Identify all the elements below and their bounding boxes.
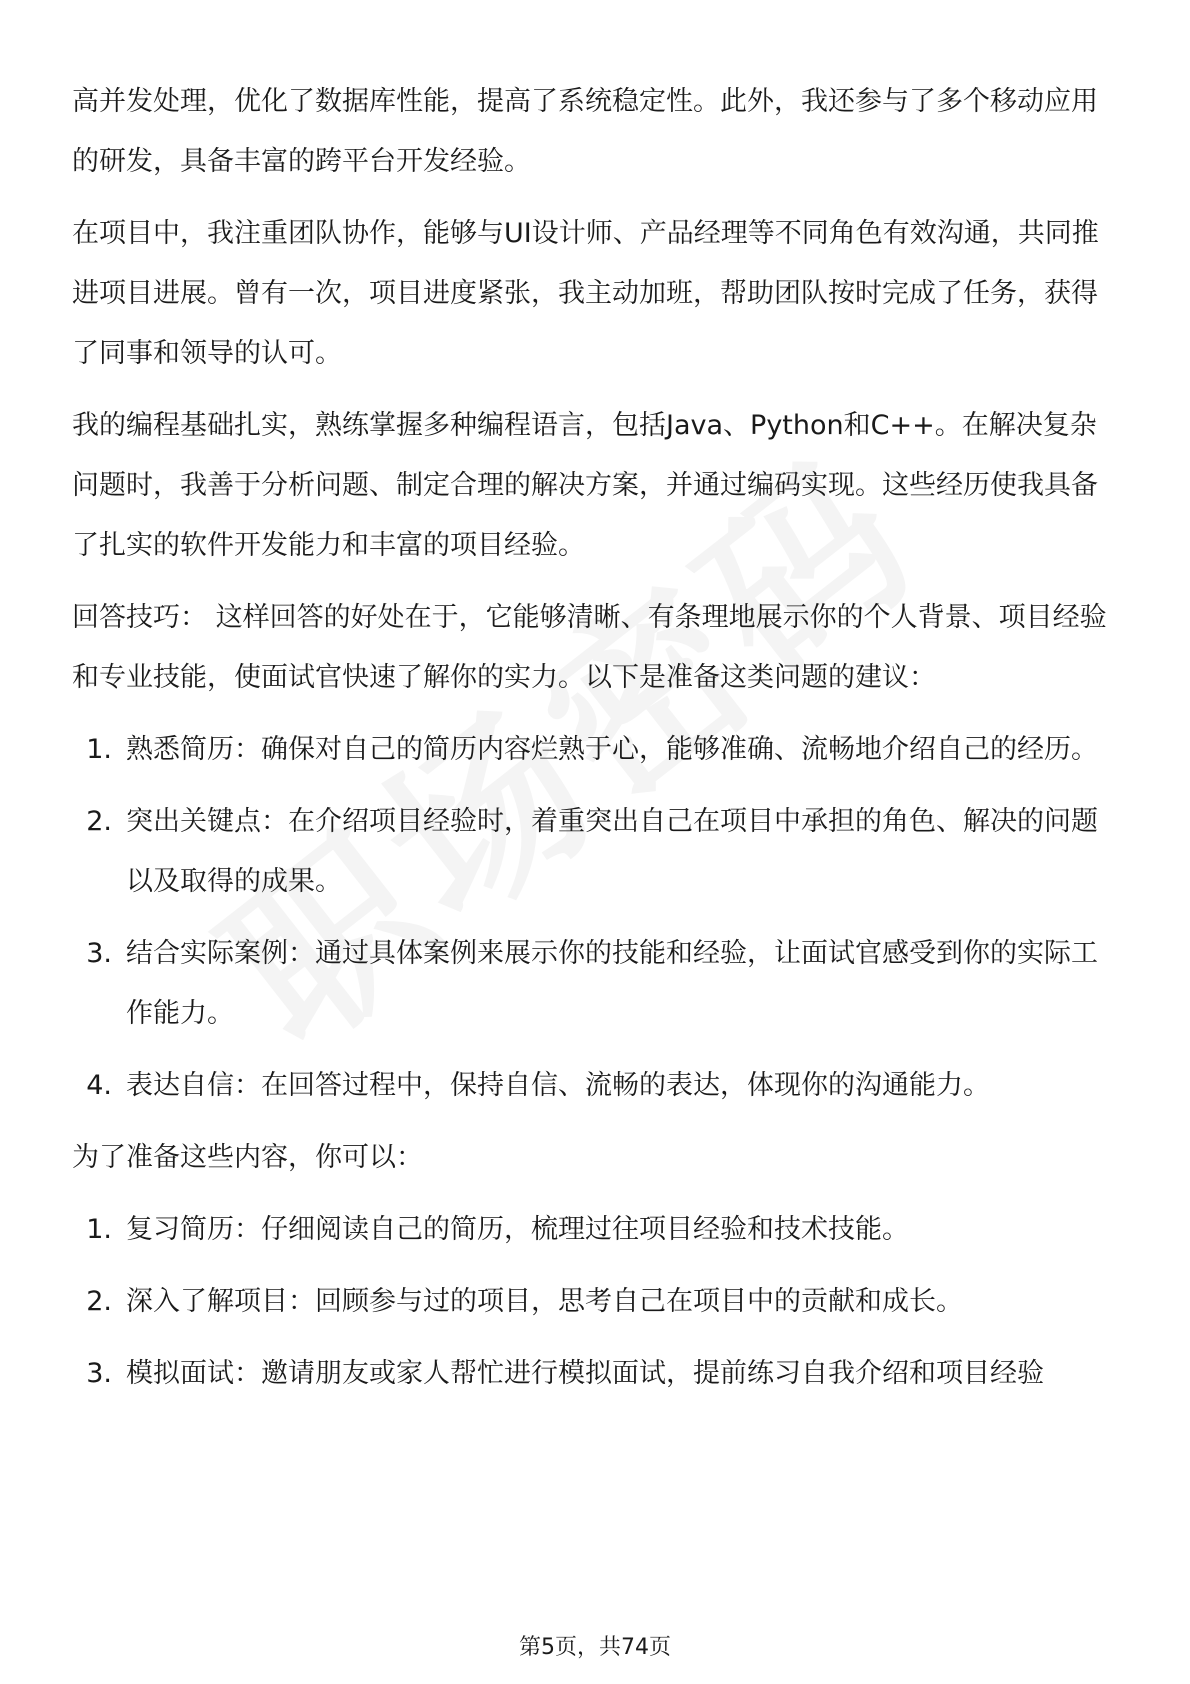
list-item bbox=[72, 1272, 1122, 1332]
list-text: 结合实际案例：通过具体案例来展示你的技能和经验，让面试官感受到你的实际工作能力。 bbox=[126, 938, 1098, 1029]
list-text: 复习简历：仔细阅读自己的简历，梳理过往项目经验和技术技能。 bbox=[126, 1214, 909, 1245]
list-number: 3. bbox=[86, 1358, 112, 1389]
list-item bbox=[72, 1344, 1122, 1404]
list-number: 1. bbox=[86, 734, 112, 765]
list-item bbox=[72, 792, 1122, 912]
list-item bbox=[72, 924, 1122, 1044]
list-number: 2. bbox=[86, 806, 112, 837]
answer-tips-paragraph: 回答技巧： 这样回答的好处在于，它能够清晰、有条理地展示你的个人背景、项目经验和专业技能，使面试官快速了解你的实力。以下是准备这类问题的建议： bbox=[72, 602, 1107, 693]
list-number: 3. bbox=[86, 938, 112, 969]
paragraph: 高并发处理，优化了数据库性能，提高了系统稳定性。此外，我还参与了多个移动应用的研发，具备丰富的跨平台开发经验。 bbox=[72, 86, 1098, 177]
list-text: 表达自信：在回答过程中，保持自信、流畅的表达，体现你的沟通能力。 bbox=[126, 1070, 990, 1101]
list-item bbox=[72, 1200, 1122, 1260]
list-text: 模拟面试：邀请朋友或家人帮忙进行模拟面试，提前练习自我介绍和项目经验 bbox=[126, 1358, 1044, 1389]
page-content bbox=[72, 72, 1122, 1416]
list-item bbox=[72, 1056, 1122, 1116]
list-text: 熟悉简历：确保对自己的简历内容烂熟于心，能够准确、流畅地介绍自己的经历。 bbox=[126, 734, 1098, 765]
prep-intro: 为了准备这些内容，你可以： bbox=[72, 1142, 423, 1173]
paragraph: 在项目中，我注重团队协作，能够与UI设计师、产品经理等不同角色有效沟通，共同推进项目进展。曾有一次，项目进度紧张，我主动加班，帮助团队按时完成了任务，获得了同事和领导的认可。 bbox=[72, 218, 1099, 369]
list-text: 深入了解项目：回顾参与过的项目，思考自己在项目中的贡献和成长。 bbox=[126, 1286, 963, 1317]
prep-list bbox=[72, 1200, 1122, 1404]
page-footer: 第5页，共74页 bbox=[519, 1635, 671, 1660]
paragraph: 我的编程基础扎实，熟练掌握多种编程语言，包括Java、Python和C++。在解决复杂问题时，我善于分析问题、制定合理的解决方案，并通过编码实现。这些经历使我具备了扎实的软件开发能力和丰富的项目经验。 bbox=[72, 410, 1098, 561]
list-item bbox=[72, 720, 1122, 780]
list-number: 1. bbox=[86, 1214, 112, 1245]
list-number: 2. bbox=[86, 1286, 112, 1317]
tips-list bbox=[72, 720, 1122, 1116]
list-text: 突出关键点：在介绍项目经验时，着重突出自己在项目中承担的角色、解决的问题以及取得的成果。 bbox=[126, 806, 1098, 897]
list-number: 4. bbox=[86, 1070, 112, 1101]
